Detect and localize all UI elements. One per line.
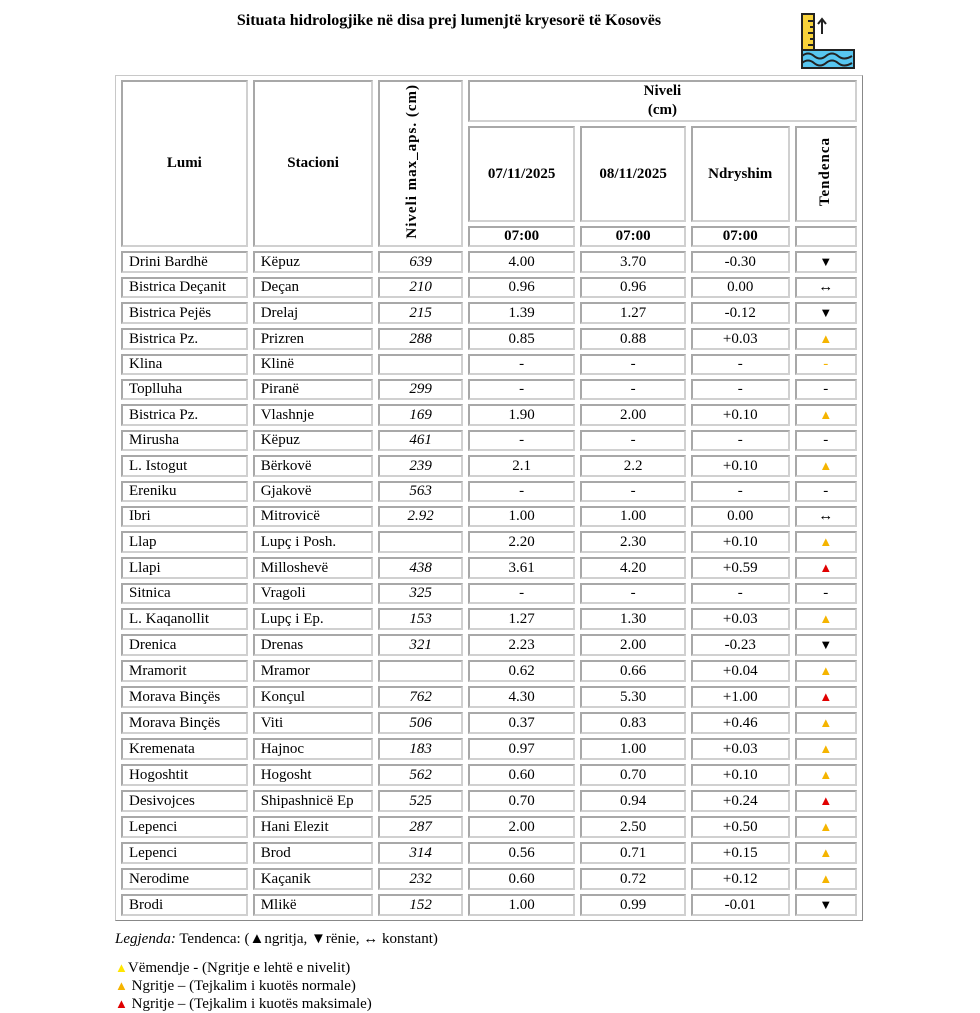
cell-stacioni: Vlashnje bbox=[253, 404, 374, 426]
falling-triangle-icon: ▼ bbox=[819, 254, 833, 269]
cell-date2: - bbox=[580, 379, 686, 400]
cell-lumi: Desivojces bbox=[121, 790, 248, 812]
rising-orange-triangle-icon: ▲ bbox=[819, 741, 833, 756]
cell-date2: - bbox=[580, 481, 686, 502]
cell-date2: 2.50 bbox=[580, 816, 686, 838]
cell-lumi: Morava Binçës bbox=[121, 686, 248, 708]
cell-stacioni: Milloshevë bbox=[253, 557, 374, 579]
cell-lumi: L. Istogut bbox=[121, 455, 248, 477]
cell-ndryshim: +0.10 bbox=[691, 455, 790, 477]
cell-max: 461 bbox=[378, 430, 462, 451]
cell-date1: - bbox=[468, 481, 576, 502]
rising-red-triangle-icon: ▲ bbox=[819, 560, 833, 575]
cell-max: 299 bbox=[378, 379, 462, 400]
cell-tendenca bbox=[795, 328, 857, 350]
cell-max: 2.92 bbox=[378, 506, 462, 527]
header-niveli-label: Niveli bbox=[643, 83, 682, 99]
header-lumi: Lumi bbox=[121, 80, 248, 247]
falling-triangle-icon: ▼ bbox=[819, 305, 833, 320]
cell-lumi: Mramorit bbox=[121, 660, 248, 682]
cell-tendenca bbox=[795, 842, 857, 864]
cell-date1: 2.20 bbox=[468, 531, 576, 553]
cell-max: 169 bbox=[378, 404, 462, 426]
cell-lumi: Llap bbox=[121, 531, 248, 553]
table-row bbox=[121, 634, 857, 656]
cell-ndryshim: -0.12 bbox=[691, 302, 790, 324]
cell-stacioni: Hajnoc bbox=[253, 738, 374, 760]
cell-date1: 0.60 bbox=[468, 764, 576, 786]
table-row bbox=[121, 842, 857, 864]
cell-date1: - bbox=[468, 379, 576, 400]
rising-orange-triangle-icon: ▲ bbox=[819, 331, 833, 346]
cell-max: 563 bbox=[378, 481, 462, 502]
cell-date2: 2.2 bbox=[580, 455, 686, 477]
cell-stacioni: Hogosht bbox=[253, 764, 374, 786]
cell-ndryshim: +0.03 bbox=[691, 328, 790, 350]
legend-triangle-icon: ▲ bbox=[115, 996, 128, 1011]
table-row bbox=[121, 328, 857, 350]
cell-max bbox=[378, 660, 462, 682]
cell-lumi: Bistrica Pejës bbox=[121, 302, 248, 324]
table-row bbox=[121, 686, 857, 708]
cell-date1: 2.1 bbox=[468, 455, 576, 477]
cell-lumi: Drini Bardhë bbox=[121, 251, 248, 273]
cell-tendenca bbox=[795, 379, 857, 400]
cell-date1: 1.00 bbox=[468, 506, 576, 527]
cell-stacioni: Këpuz bbox=[253, 430, 374, 451]
rising-orange-triangle-icon: ▲ bbox=[819, 534, 833, 549]
constant-arrow-icon: ↔ bbox=[818, 508, 834, 524]
rising-orange-triangle-icon: ▲ bbox=[819, 611, 833, 626]
cell-lumi: Toplluha bbox=[121, 379, 248, 400]
header-time-empty bbox=[795, 226, 857, 247]
cell-tendenca bbox=[795, 608, 857, 630]
cell-tendenca bbox=[795, 481, 857, 502]
cell-date1: 4.00 bbox=[468, 251, 576, 273]
legend-item-text: Ngritje – (Tejkalim i kuotës normale) bbox=[127, 978, 356, 994]
table-row bbox=[121, 816, 857, 838]
table-row bbox=[121, 764, 857, 786]
cell-max: 325 bbox=[378, 583, 462, 604]
cell-max: 210 bbox=[378, 277, 462, 298]
legend-triangle-icon: ▲ bbox=[115, 978, 128, 993]
cell-ndryshim: +0.03 bbox=[691, 608, 790, 630]
rising-orange-triangle-icon: ▲ bbox=[819, 819, 833, 834]
header-max bbox=[378, 80, 462, 247]
cell-date2: 4.20 bbox=[580, 557, 686, 579]
cell-lumi: Kremenata bbox=[121, 738, 248, 760]
falling-triangle-icon: ▼ bbox=[819, 897, 833, 912]
cell-max: 314 bbox=[378, 842, 462, 864]
cell-max: 562 bbox=[378, 764, 462, 786]
cell-date1: 4.30 bbox=[468, 686, 576, 708]
cell-max bbox=[378, 354, 462, 375]
legend-item-text: Vëmendje - (Ngritje e lehtë e nivelit) bbox=[127, 960, 351, 976]
cell-stacioni: Klinë bbox=[253, 354, 374, 375]
cell-date2: - bbox=[580, 354, 686, 375]
cell-stacioni: Piranë bbox=[253, 379, 374, 400]
rising-orange-triangle-icon: ▲ bbox=[819, 407, 833, 422]
cell-max: 232 bbox=[378, 868, 462, 890]
cell-max: 153 bbox=[378, 608, 462, 630]
cell-tendenca bbox=[795, 816, 857, 838]
cell-date2: 1.27 bbox=[580, 302, 686, 324]
cell-stacioni: Drenas bbox=[253, 634, 374, 656]
table-row bbox=[121, 583, 857, 604]
cell-max: 639 bbox=[378, 251, 462, 273]
cell-tendenca bbox=[795, 712, 857, 734]
cell-date1: 1.39 bbox=[468, 302, 576, 324]
cell-tendenca bbox=[795, 455, 857, 477]
table-row bbox=[121, 894, 857, 916]
cell-lumi: Ereniku bbox=[121, 481, 248, 502]
cell-date1: 1.90 bbox=[468, 404, 576, 426]
no-data-dash-icon: - bbox=[823, 432, 829, 448]
cell-max: 183 bbox=[378, 738, 462, 760]
cell-stacioni: Kaçanik bbox=[253, 868, 374, 890]
cell-date1: - bbox=[468, 430, 576, 451]
cell-lumi: Sitnica bbox=[121, 583, 248, 604]
rising-orange-triangle-icon: ▲ bbox=[819, 663, 833, 678]
cell-lumi: Mirusha bbox=[121, 430, 248, 451]
cell-tendenca bbox=[795, 738, 857, 760]
cell-ndryshim: +0.10 bbox=[691, 404, 790, 426]
cell-date1: 1.27 bbox=[468, 608, 576, 630]
cell-tendenca bbox=[795, 583, 857, 604]
header-tendenca bbox=[795, 126, 857, 222]
header-date2: 08/11/2025 bbox=[580, 126, 686, 222]
cell-date2: 0.96 bbox=[580, 277, 686, 298]
cell-tendenca bbox=[795, 531, 857, 553]
cell-stacioni: Hani Elezit bbox=[253, 816, 374, 838]
hydrology-table bbox=[116, 76, 862, 920]
table-row bbox=[121, 354, 857, 375]
cell-date1: 0.60 bbox=[468, 868, 576, 890]
no-data-dash-icon: - bbox=[823, 585, 829, 601]
cell-date2: 0.71 bbox=[580, 842, 686, 864]
cell-ndryshim: - bbox=[691, 583, 790, 604]
cell-date2: 0.94 bbox=[580, 790, 686, 812]
cell-ndryshim: +0.10 bbox=[691, 531, 790, 553]
header-time3: 07:00 bbox=[691, 226, 790, 247]
cell-date2: 5.30 bbox=[580, 686, 686, 708]
cell-stacioni: Drelaj bbox=[253, 302, 374, 324]
table-row bbox=[121, 379, 857, 400]
cell-tendenca bbox=[795, 790, 857, 812]
table-row bbox=[121, 557, 857, 579]
cell-date2: 0.83 bbox=[580, 712, 686, 734]
rising-orange-triangle-icon: ▲ bbox=[819, 871, 833, 886]
cell-date1: 0.62 bbox=[468, 660, 576, 682]
table-row bbox=[121, 712, 857, 734]
cell-date1: 2.23 bbox=[468, 634, 576, 656]
cell-date1: 2.00 bbox=[468, 816, 576, 838]
cell-ndryshim: +0.50 bbox=[691, 816, 790, 838]
cell-ndryshim: +0.46 bbox=[691, 712, 790, 734]
cell-date1: 0.96 bbox=[468, 277, 576, 298]
cell-max: 287 bbox=[378, 816, 462, 838]
legend-item bbox=[115, 977, 438, 995]
cell-ndryshim: - bbox=[691, 481, 790, 502]
cell-date2: 3.70 bbox=[580, 251, 686, 273]
no-data-dash-yellow-icon: - bbox=[823, 356, 829, 372]
cell-max: 215 bbox=[378, 302, 462, 324]
header-stacioni: Stacioni bbox=[253, 80, 374, 247]
cell-stacioni: Mramor bbox=[253, 660, 374, 682]
constant-arrow-icon: ↔ bbox=[818, 279, 834, 295]
header-max-label: Niveli max_aps. (cm) bbox=[403, 83, 420, 239]
cell-lumi: Brodi bbox=[121, 894, 248, 916]
header-niveli-unit: (cm) bbox=[647, 102, 677, 118]
table-row bbox=[121, 277, 857, 298]
cell-lumi: Lepenci bbox=[121, 842, 248, 864]
cell-stacioni: Këpuz bbox=[253, 251, 374, 273]
cell-max bbox=[378, 531, 462, 553]
cell-tendenca bbox=[795, 634, 857, 656]
legend-items bbox=[115, 959, 438, 1013]
table-row bbox=[121, 404, 857, 426]
cell-stacioni: Mlikë bbox=[253, 894, 374, 916]
legend-label: Legjenda: bbox=[115, 931, 176, 947]
rising-orange-triangle-icon: ▲ bbox=[819, 767, 833, 782]
table-row bbox=[121, 790, 857, 812]
header-niveli bbox=[468, 80, 857, 122]
cell-stacioni: Konçul bbox=[253, 686, 374, 708]
legend-item bbox=[115, 959, 438, 977]
cell-date1: 3.61 bbox=[468, 557, 576, 579]
table-row bbox=[121, 506, 857, 527]
cell-stacioni: Bërkovë bbox=[253, 455, 374, 477]
legend-item bbox=[115, 995, 438, 1013]
cell-date1: 0.56 bbox=[468, 842, 576, 864]
cell-date2: 2.00 bbox=[580, 634, 686, 656]
cell-tendenca bbox=[795, 557, 857, 579]
cell-tendenca bbox=[795, 868, 857, 890]
cell-ndryshim: +0.15 bbox=[691, 842, 790, 864]
cell-max: 762 bbox=[378, 686, 462, 708]
cell-lumi: Llapi bbox=[121, 557, 248, 579]
cell-stacioni: Lupç i Ep. bbox=[253, 608, 374, 630]
cell-date2: 0.66 bbox=[580, 660, 686, 682]
cell-max: 525 bbox=[378, 790, 462, 812]
cell-lumi: Bistrica Pz. bbox=[121, 328, 248, 350]
no-data-dash-icon: - bbox=[823, 483, 829, 499]
table-row bbox=[121, 531, 857, 553]
cell-ndryshim: - bbox=[691, 379, 790, 400]
cell-ndryshim: -0.01 bbox=[691, 894, 790, 916]
legend bbox=[115, 930, 438, 1013]
table-body bbox=[121, 251, 857, 916]
cell-max: 288 bbox=[378, 328, 462, 350]
cell-lumi: Bistrica Pz. bbox=[121, 404, 248, 426]
cell-date1: 0.37 bbox=[468, 712, 576, 734]
header-time1: 07:00 bbox=[468, 226, 576, 247]
cell-date2: - bbox=[580, 430, 686, 451]
cell-date2: - bbox=[580, 583, 686, 604]
rising-orange-triangle-icon: ▲ bbox=[819, 715, 833, 730]
cell-max: 438 bbox=[378, 557, 462, 579]
cell-stacioni: Lupç i Posh. bbox=[253, 531, 374, 553]
legend-triangle-icon: ▲ bbox=[115, 960, 128, 975]
header-date1: 07/11/2025 bbox=[468, 126, 576, 222]
cell-ndryshim: -0.23 bbox=[691, 634, 790, 656]
cell-stacioni: Brod bbox=[253, 842, 374, 864]
cell-lumi: Klina bbox=[121, 354, 248, 375]
cell-ndryshim: +0.12 bbox=[691, 868, 790, 890]
cell-max: 321 bbox=[378, 634, 462, 656]
cell-date2: 0.88 bbox=[580, 328, 686, 350]
hydrology-table-container bbox=[115, 75, 863, 921]
cell-tendenca bbox=[795, 686, 857, 708]
cell-tendenca bbox=[795, 302, 857, 324]
cell-ndryshim: +0.10 bbox=[691, 764, 790, 786]
cell-date2: 0.72 bbox=[580, 868, 686, 890]
cell-date2: 0.70 bbox=[580, 764, 686, 786]
cell-date1: 0.85 bbox=[468, 328, 576, 350]
cell-tendenca bbox=[795, 894, 857, 916]
cell-ndryshim: +0.04 bbox=[691, 660, 790, 682]
cell-lumi: Bistrica Deçanit bbox=[121, 277, 248, 298]
cell-ndryshim: 0.00 bbox=[691, 506, 790, 527]
table-row bbox=[121, 251, 857, 273]
falling-triangle-icon: ▼ bbox=[819, 637, 833, 652]
cell-date1: 0.70 bbox=[468, 790, 576, 812]
rising-orange-triangle-icon: ▲ bbox=[819, 458, 833, 473]
cell-tendenca bbox=[795, 764, 857, 786]
cell-stacioni: Deçan bbox=[253, 277, 374, 298]
cell-date2: 1.00 bbox=[580, 738, 686, 760]
cell-stacioni: Mitrovicë bbox=[253, 506, 374, 527]
cell-stacioni: Prizren bbox=[253, 328, 374, 350]
cell-tendenca bbox=[795, 660, 857, 682]
table-row bbox=[121, 738, 857, 760]
cell-date2: 1.30 bbox=[580, 608, 686, 630]
header-time2: 07:00 bbox=[580, 226, 686, 247]
cell-date1: - bbox=[468, 583, 576, 604]
cell-ndryshim: - bbox=[691, 430, 790, 451]
cell-tendenca bbox=[795, 404, 857, 426]
cell-stacioni: Viti bbox=[253, 712, 374, 734]
cell-tendenca bbox=[795, 251, 857, 273]
cell-date2: 0.99 bbox=[580, 894, 686, 916]
cell-stacioni: Shipashnicë Ep bbox=[253, 790, 374, 812]
cell-date1: - bbox=[468, 354, 576, 375]
table-row bbox=[121, 455, 857, 477]
cell-date1: 1.00 bbox=[468, 894, 576, 916]
table-row bbox=[121, 608, 857, 630]
cell-tendenca bbox=[795, 430, 857, 451]
cell-max: 152 bbox=[378, 894, 462, 916]
cell-date2: 1.00 bbox=[580, 506, 686, 527]
legend-text: Tendenca: (▲ngritja, ▼rënie, ↔ konstant) bbox=[179, 931, 438, 947]
cell-date1: 0.97 bbox=[468, 738, 576, 760]
cell-ndryshim: +0.24 bbox=[691, 790, 790, 812]
table-row bbox=[121, 660, 857, 682]
cell-tendenca bbox=[795, 277, 857, 298]
rising-red-triangle-icon: ▲ bbox=[819, 689, 833, 704]
cell-lumi: Ibri bbox=[121, 506, 248, 527]
cell-max: 506 bbox=[378, 712, 462, 734]
cell-ndryshim: - bbox=[691, 354, 790, 375]
cell-lumi: Morava Binçës bbox=[121, 712, 248, 734]
cell-tendenca bbox=[795, 354, 857, 375]
cell-ndryshim: +0.59 bbox=[691, 557, 790, 579]
cell-lumi: Lepenci bbox=[121, 816, 248, 838]
water-level-gauge-icon bbox=[800, 12, 856, 70]
cell-lumi: Hogoshtit bbox=[121, 764, 248, 786]
table-row bbox=[121, 481, 857, 502]
cell-lumi: L. Kaqanollit bbox=[121, 608, 248, 630]
cell-lumi: Drenica bbox=[121, 634, 248, 656]
cell-lumi: Nerodime bbox=[121, 868, 248, 890]
table-row bbox=[121, 302, 857, 324]
no-data-dash-icon: - bbox=[823, 381, 829, 397]
header-tendenca-label: Tendenca bbox=[817, 136, 834, 207]
cell-ndryshim: +0.03 bbox=[691, 738, 790, 760]
table-row bbox=[121, 868, 857, 890]
cell-date2: 2.00 bbox=[580, 404, 686, 426]
page-title: Situata hidrologjike në disa prej lumenjtë kryesorë të Kosovës bbox=[236, 12, 662, 29]
header-ndryshim: Ndryshim bbox=[691, 126, 790, 222]
cell-date2: 2.30 bbox=[580, 531, 686, 553]
cell-ndryshim: +1.00 bbox=[691, 686, 790, 708]
cell-ndryshim: -0.30 bbox=[691, 251, 790, 273]
rising-red-triangle-icon: ▲ bbox=[819, 793, 833, 808]
cell-ndryshim: 0.00 bbox=[691, 277, 790, 298]
legend-item-text: Ngritje – (Tejkalim i kuotës maksimale) bbox=[127, 996, 372, 1012]
table-row bbox=[121, 430, 857, 451]
legend-tendency bbox=[115, 930, 438, 948]
cell-tendenca bbox=[795, 506, 857, 527]
cell-max: 239 bbox=[378, 455, 462, 477]
rising-orange-triangle-icon: ▲ bbox=[819, 845, 833, 860]
cell-stacioni: Gjakovë bbox=[253, 481, 374, 502]
cell-stacioni: Vragoli bbox=[253, 583, 374, 604]
